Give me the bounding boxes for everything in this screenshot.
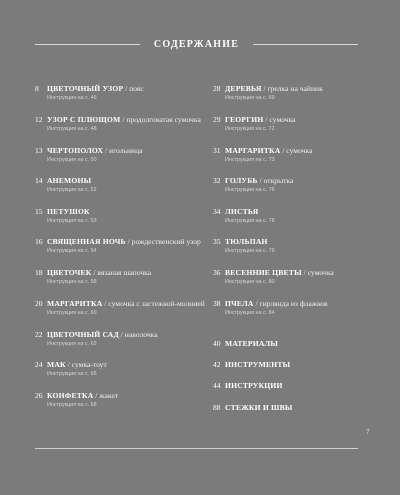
toc-entry-title: ЛИСТЬЯ	[225, 207, 259, 216]
toc-entry[interactable]	[35, 268, 205, 287]
toc-entry-body	[47, 299, 205, 318]
toc-entry-description: / открытка	[257, 176, 294, 185]
toc-entry-line	[47, 237, 205, 247]
toc-entry-instruction: Инструкция на с. 50	[47, 157, 97, 163]
toc-entry-body	[47, 176, 205, 195]
toc-entry-line	[47, 330, 205, 340]
toc-entry-line	[47, 360, 205, 370]
toc-entry-line	[225, 84, 373, 94]
toc-entry-description: / сумочка	[280, 146, 313, 155]
toc-entry-description: / жакет	[93, 391, 119, 400]
toc-page-number: 8	[35, 84, 39, 93]
toc-entry-title: ИНСТРУМЕНТЫ	[225, 360, 291, 369]
toc-page-number: 32	[213, 176, 221, 185]
toc-page-number: 22	[35, 330, 43, 339]
toc-entry-line	[225, 146, 373, 156]
toc-entry[interactable]	[35, 115, 205, 134]
toc-page-number: 18	[35, 268, 43, 277]
toc-entry-description: / сумочка	[263, 115, 296, 124]
toc-entry-body	[225, 339, 373, 349]
toc-entry-body	[225, 176, 373, 195]
toc-entry-body	[225, 146, 373, 165]
toc-entry-body	[47, 391, 205, 410]
toc-entry[interactable]	[213, 339, 373, 349]
toc-entry-body	[47, 207, 205, 226]
toc-entry[interactable]	[35, 299, 205, 318]
toc-entry-body	[225, 237, 373, 256]
toc-entry-body	[225, 115, 373, 134]
toc-page-number: 13	[35, 146, 43, 155]
toc-page-number: 16	[35, 237, 43, 246]
toc-entry[interactable]	[213, 146, 373, 165]
footer-rule	[35, 448, 358, 449]
header-rule-left	[35, 44, 140, 45]
page-title: СОДЕРЖАНИЕ	[153, 38, 240, 50]
toc-entry-title: ЦВЕТОЧЕК	[47, 268, 92, 277]
toc-entry-line	[47, 176, 205, 186]
page-number: 7	[366, 428, 370, 436]
toc-entry-title: МАК	[47, 360, 66, 369]
toc-entry-title: ЦВЕТОЧНЫЙ САД	[47, 330, 119, 339]
toc-entry-line	[225, 115, 373, 125]
toc-entry[interactable]	[35, 237, 205, 256]
toc-entry-instruction: Инструкция на с. 62	[47, 341, 97, 347]
toc-page-number: 28	[213, 84, 221, 93]
toc-entry-body	[47, 330, 205, 349]
toc-page-number: 31	[213, 146, 221, 155]
toc-entry-title: ИНСТРУКЦИИ	[225, 381, 283, 390]
toc-entry-body	[225, 403, 373, 413]
toc-entry-line	[225, 237, 373, 247]
toc-entry-instruction: Инструкция на с. 73	[225, 157, 275, 163]
toc-entry-title: ПЧЕЛА	[225, 299, 254, 308]
toc-entry-instruction: Инструкция на с. 53	[47, 218, 97, 224]
toc-entry[interactable]	[213, 207, 373, 226]
toc-entry-instruction: Инструкция на с. 52	[47, 187, 97, 193]
toc-entry[interactable]	[35, 84, 205, 103]
toc-entry-description: / наволочка	[118, 330, 158, 339]
toc-entry-description: / продолговатая сумочка	[120, 115, 201, 124]
toc-entry-title: ВЕСЕННИЕ ЦВЕТЫ	[225, 268, 302, 277]
toc-entry-title: ТЮЛЬПАН	[225, 237, 268, 246]
toc-entry-line	[47, 299, 205, 309]
toc-entry-instruction: Инструкция на с. 84	[225, 310, 275, 316]
toc-entry-body	[47, 237, 205, 256]
toc-entry[interactable]	[213, 237, 373, 256]
toc-entry-title: ПЕТУШОК	[47, 207, 90, 216]
toc-entry-line	[225, 268, 373, 278]
toc-entry-title: СТЕЖКИ И ШВЫ	[225, 403, 293, 412]
toc-entry-line	[47, 207, 205, 217]
toc-page-number: 42	[213, 360, 221, 369]
toc-entry-description: / игольница	[103, 146, 143, 155]
toc-entry-instruction: Инструкция на с. 76	[225, 187, 275, 193]
toc-entry-description: / вязаная шапочка	[91, 268, 152, 277]
toc-entry-title: ЦВЕТОЧНЫЙ УЗОР	[47, 84, 124, 93]
toc-entry-description: / гирлянда из флажков	[253, 299, 328, 308]
toc-entry-body	[225, 381, 373, 391]
toc-entry[interactable]	[213, 403, 373, 413]
toc-entry-instruction: Инструкция на с. 80	[225, 279, 275, 285]
toc-entry-description: / сумочка с застежкой-молнией	[102, 299, 205, 308]
toc-entry-body	[225, 299, 373, 318]
toc-entry-instruction: Инструкция на с. 58	[47, 279, 97, 285]
toc-entry-instruction: Инструкция на с. 66	[47, 371, 97, 377]
toc-entry-body	[47, 115, 205, 134]
toc-entry-instruction: Инструкция на с. 69	[225, 95, 275, 101]
toc-entry-title: МАТЕРИАЛЫ	[225, 339, 279, 348]
toc-entry[interactable]	[213, 176, 373, 195]
toc-page-number: 38	[213, 299, 221, 308]
toc-entry-title: КОНФЕТКА	[47, 391, 94, 400]
toc-page-number: 88	[213, 403, 221, 412]
toc-page-number: 44	[213, 381, 221, 390]
toc-entry[interactable]	[35, 176, 205, 195]
toc-entry[interactable]	[213, 268, 373, 287]
toc-entry-body	[47, 84, 205, 103]
toc-entry-line	[47, 268, 205, 278]
toc-entry-line	[225, 381, 373, 391]
toc-entry-instruction: Инструкция на с. 46	[47, 95, 97, 101]
toc-page-number: 36	[213, 268, 221, 277]
toc-entry-instruction: Инструкция на с. 72	[225, 126, 275, 132]
toc-entry-title: ГОЛУБЬ	[225, 176, 258, 185]
toc-page-number: 29	[213, 115, 221, 124]
toc-entry-line	[225, 403, 373, 413]
toc-entry-instruction: Инструкция на с. 79	[225, 248, 275, 254]
toc-entry-body	[225, 84, 373, 103]
toc-entry-body	[225, 360, 373, 370]
toc-entry-line	[225, 207, 373, 217]
toc-entry-instruction: Инструкция на с. 68	[47, 402, 97, 408]
toc-entry-line	[225, 360, 373, 370]
toc-entry-line	[225, 299, 373, 309]
toc-entry-instruction: Инструкция на с. 54	[47, 248, 97, 254]
toc-entry-instruction: Инструкция на с. 78	[225, 218, 275, 224]
toc-page-number: 14	[35, 176, 43, 185]
toc-entry-title: ЧЕРТОПОЛОХ	[47, 146, 104, 155]
toc-entry-title: СВЯЩЕННАЯ НОЧЬ	[47, 237, 126, 246]
toc-entry-title: АНЕМОНЫ	[47, 176, 92, 185]
toc-entry-line	[47, 84, 205, 94]
toc-entry-description: / сумочка	[301, 268, 334, 277]
toc-page-number: 12	[35, 115, 43, 124]
toc-entry-instruction: Инструкция на с. 48	[47, 126, 97, 132]
toc-entry[interactable]	[213, 360, 373, 370]
toc-entry[interactable]	[35, 146, 205, 165]
toc-entry-instruction: Инструкция на с. 60	[47, 310, 97, 316]
toc-entry-body	[225, 268, 373, 287]
toc-page-number: 24	[35, 360, 43, 369]
toc-entry-body	[47, 146, 205, 165]
toc-page-number: 34	[213, 207, 221, 216]
toc-page-number: 15	[35, 207, 43, 216]
toc-entry[interactable]	[35, 391, 205, 410]
toc-entry-line	[47, 146, 205, 156]
toc-entry[interactable]	[213, 84, 373, 103]
header-rule-right	[253, 44, 358, 45]
toc-entry-title: УЗОР С ПЛЮЩОМ	[47, 115, 121, 124]
toc-entry-title: ДЕРЕВЬЯ	[225, 84, 262, 93]
toc-entry-description: / пояс	[123, 84, 144, 93]
toc-entry-line	[225, 339, 373, 349]
toc-entry-title: МАРГАРИТКА	[47, 299, 103, 308]
toc-entry-body	[225, 207, 373, 226]
toc-entry[interactable]	[35, 360, 205, 379]
toc-entry-line	[47, 115, 205, 125]
toc-page-number: 40	[213, 339, 221, 348]
toc-entry[interactable]	[213, 115, 373, 134]
toc-page-number: 26	[35, 391, 43, 400]
toc-entry[interactable]	[213, 381, 373, 391]
toc-entry-line	[47, 391, 205, 401]
toc-entry-title: МАРГАРИТКА	[225, 146, 281, 155]
toc-entry-body	[47, 268, 205, 287]
toc-page-number: 20	[35, 299, 43, 308]
toc-entry[interactable]	[35, 207, 205, 226]
toc-entry-description: / сумка-тоут	[65, 360, 107, 369]
toc-page-number: 35	[213, 237, 221, 246]
toc-entry-title: ГЕОРГИН	[225, 115, 264, 124]
toc-entry-description: / рождественский узор	[125, 237, 201, 246]
toc-entry[interactable]	[35, 330, 205, 349]
toc-entry-body	[47, 360, 205, 379]
toc-entry[interactable]	[213, 299, 373, 318]
contents-header	[35, 35, 358, 53]
toc-entry-description: / грелка на чайник	[261, 84, 323, 93]
toc-entry-line	[225, 176, 373, 186]
